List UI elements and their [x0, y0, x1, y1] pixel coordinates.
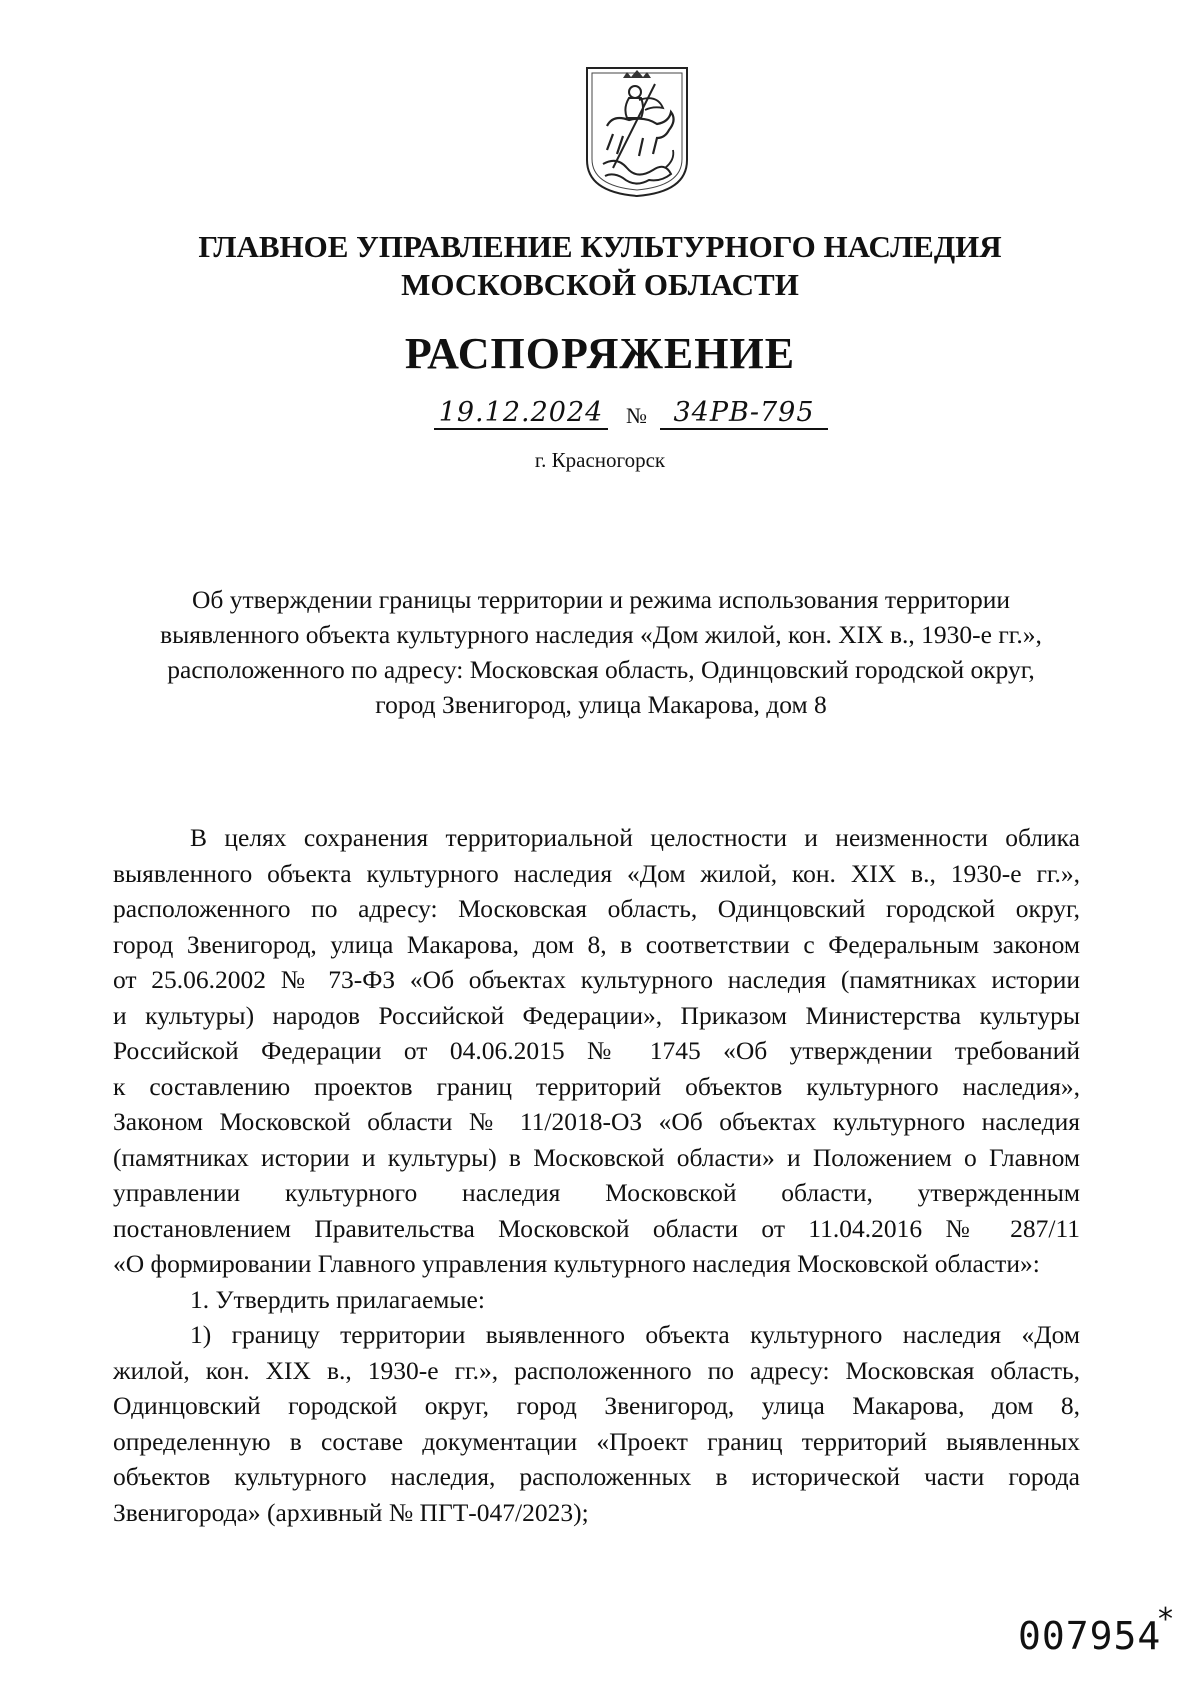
serial-number: 007954: [1018, 1614, 1162, 1658]
document-date: 19.12.2024: [434, 398, 608, 430]
item-1-heading: 1. Утвердить прилагаемые:: [190, 1284, 485, 1314]
document-body: [113, 820, 1080, 1530]
subject-line: Об утверждении границы территории и режима использования территории: [191, 585, 1011, 614]
date-number-line: [434, 398, 834, 434]
subject-line: расположенного по адресу: Московская область, Одинцовский городской округ,: [167, 655, 1035, 684]
subject-line: выявленного объекта культурного наследия «Дом жилой, кон. XIX в., 1930-е гг.»,: [160, 620, 1042, 649]
organization-line-1: ГЛАВНОЕ УПРАВЛЕНИЕ КУЛЬТУРНОГО НАСЛЕДИЯ: [198, 229, 1002, 264]
preamble-line: (памятниках истории и культуры) в Московской области» и Положением о Главном: [113, 1142, 1080, 1172]
organization-name: [0, 228, 1200, 304]
document-number: 34РВ-795: [660, 398, 828, 430]
preamble-line: и культуры) народов Российской Федерации», Приказом Министерства культуры: [113, 1000, 1080, 1030]
preamble-line: «О формировании Главного управления культурного наследия Московской области»:: [113, 1249, 1040, 1278]
number-sign: №: [626, 403, 647, 428]
item-1-1-line: Одинцовский городской округ, город Звенигород, улица Макарова, дом 8,: [113, 1391, 1080, 1420]
preamble-line: к составлению проектов границ территорий объектов культурного наследия»,: [113, 1071, 1080, 1101]
document-type-title: РАСПОРЯЖЕНИЕ: [404, 329, 796, 378]
item-1-1-line: объектов культурного наследия, расположенных в исторической части города: [113, 1462, 1080, 1491]
serial-asterisk: *: [1158, 1602, 1173, 1637]
issue-city: г. Красногорск: [534, 448, 666, 472]
organization-line-2: МОСКОВСКОЙ ОБЛАСТИ: [401, 267, 799, 302]
preamble-line: Российской Федерации от 04.06.2015 № 1745 «Об утверждении требований: [113, 1036, 1080, 1065]
preamble-line: Законом Московской области № 11/2018-ОЗ «Об объектах культурного наследия: [113, 1107, 1080, 1136]
preamble-line: от 25.06.2002 № 73-ФЗ «Об объектах культурного наследия (памятниках истории: [113, 965, 1080, 994]
preamble-line: постановлением Правительства Московской области от 11.04.2016 № 287/11: [113, 1213, 1080, 1243]
preamble-line: расположенного по адресу: Московская область, Одинцовский городской округ,: [113, 894, 1080, 923]
item-1-1-line: 1) границу территории выявленного объекта культурного наследия «Дом: [190, 1320, 1080, 1349]
coat-of-arms-emblem: [583, 64, 691, 200]
document-subject: [120, 582, 1082, 722]
preamble-line: город Звенигород, улица Макарова, дом 8, в соответствии с Федеральным законом: [113, 929, 1080, 959]
preamble-line: В целях сохранения территориальной целостности и неизменности облика: [190, 823, 1080, 852]
item-1-1-line: Звенигорода» (архивный № ПГТ-047/2023);: [113, 1497, 589, 1527]
subject-line: город Звенигород, улица Макарова, дом 8: [375, 690, 827, 719]
item-1-1-line: жилой, кон. XIX в., 1930-е гг.», расположенного по адресу: Московская область,: [113, 1355, 1080, 1385]
preamble-line: выявленного объекта культурного наследия «Дом жилой, кон. XIX в., 1930-е гг.»,: [113, 858, 1080, 888]
item-1-1-line: определенную в составе документации «Проект границ территорий выявленных: [113, 1426, 1080, 1456]
preamble-line: управлении культурного наследия Московской области, утвержденным: [113, 1178, 1080, 1207]
